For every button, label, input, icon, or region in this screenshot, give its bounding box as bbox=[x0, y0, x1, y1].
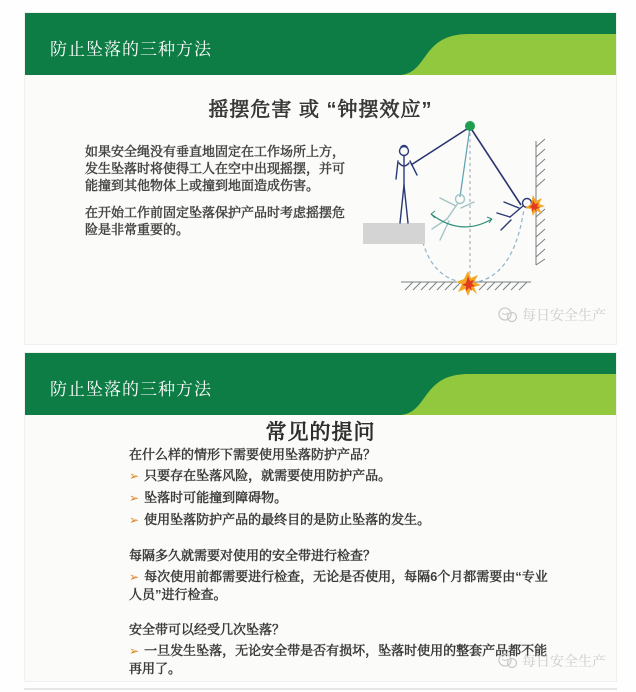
swinging-worker-figure bbox=[432, 195, 474, 241]
work-platform bbox=[363, 223, 425, 244]
watermark bbox=[498, 651, 606, 671]
slide1-paragraph-1: 如果安全绳没有垂直地固定在工作场所上方，发生坠落时将使得工人在空中出现摇摆，并可能撞到其他物体上或撞到地面造成伤害。 bbox=[85, 144, 346, 193]
daily-safety-logo-icon bbox=[498, 652, 518, 670]
qa-block-3 bbox=[129, 621, 557, 677]
daily-safety-logo-icon bbox=[498, 306, 518, 324]
slide1-title: 摇摆危害 或 “钟摆效应” bbox=[208, 99, 433, 121]
rope-to-impact-worker bbox=[470, 127, 521, 205]
standing-worker-figure bbox=[396, 146, 417, 224]
rope-to-swinging-worker bbox=[460, 127, 470, 197]
slide1-paragraph-2: 在开始工作前固定坠落保护产品时考虑摇摆危险是非常重要的。 bbox=[85, 205, 346, 237]
answer bbox=[129, 511, 557, 529]
arrow-bullet-icon: ➢ bbox=[129, 469, 140, 483]
slide1-body-text bbox=[85, 143, 353, 248]
answer bbox=[129, 568, 557, 603]
slide2-title: 常见的提问 bbox=[265, 421, 376, 444]
pendulum-swing-illustration bbox=[361, 113, 623, 309]
question: 安全带可以经受几次坠落？ bbox=[129, 622, 286, 637]
qa-list bbox=[129, 446, 557, 692]
slide2-header-banner bbox=[25, 353, 616, 415]
qa-block-1 bbox=[129, 446, 557, 529]
swing-arc bbox=[421, 209, 524, 283]
arrow-bullet-icon: ➢ bbox=[129, 644, 140, 658]
arrow-bullet-icon: ➢ bbox=[129, 570, 140, 584]
answer bbox=[129, 467, 557, 485]
anchor-point-icon bbox=[465, 121, 475, 131]
slide2-header-title: 防止坠落的三种方法 bbox=[50, 380, 212, 399]
question: 在什么样的情形下需要使用坠落防护产品？ bbox=[129, 447, 377, 462]
answer-text: 每次使用前都需要进行检查，无论是否使用，每隔6个月都需要由“专业人员”进行检查。 bbox=[129, 569, 548, 602]
qa-block-2 bbox=[129, 547, 557, 603]
answer bbox=[129, 489, 557, 507]
watermark-text: 每日安全生产 bbox=[522, 653, 606, 669]
slide-common-questions bbox=[24, 352, 617, 682]
answer bbox=[129, 642, 557, 677]
question: 每隔多久就需要对使用的安全带进行检查？ bbox=[129, 548, 377, 563]
answer-text: 坠落时可能撞到障碍物。 bbox=[144, 490, 288, 505]
slide1-header-banner bbox=[25, 13, 616, 75]
watermark-text: 每日安全生产 bbox=[522, 307, 606, 323]
rope-to-standing-worker bbox=[411, 127, 470, 165]
slide-pendulum-effect bbox=[24, 12, 617, 345]
arrow-bullet-icon: ➢ bbox=[129, 513, 140, 527]
arrow-bullet-icon: ➢ bbox=[129, 491, 140, 505]
answer-text: 一旦发生坠落，无论安全带是否有损坏，坠落时使用的整套产品都不能再用了。 bbox=[129, 643, 548, 676]
answer-text: 只要存在坠落风险，就需要使用防护产品。 bbox=[144, 468, 392, 483]
swing-direction-arrow bbox=[431, 211, 492, 227]
slide1-header-title: 防止坠落的三种方法 bbox=[50, 40, 212, 59]
impact-worker-figure bbox=[497, 199, 532, 231]
next-slide-edge bbox=[24, 688, 617, 690]
watermark bbox=[498, 305, 606, 325]
answer-text: 使用坠落防护产品的最终目的是防止坠落的发生。 bbox=[144, 512, 431, 527]
